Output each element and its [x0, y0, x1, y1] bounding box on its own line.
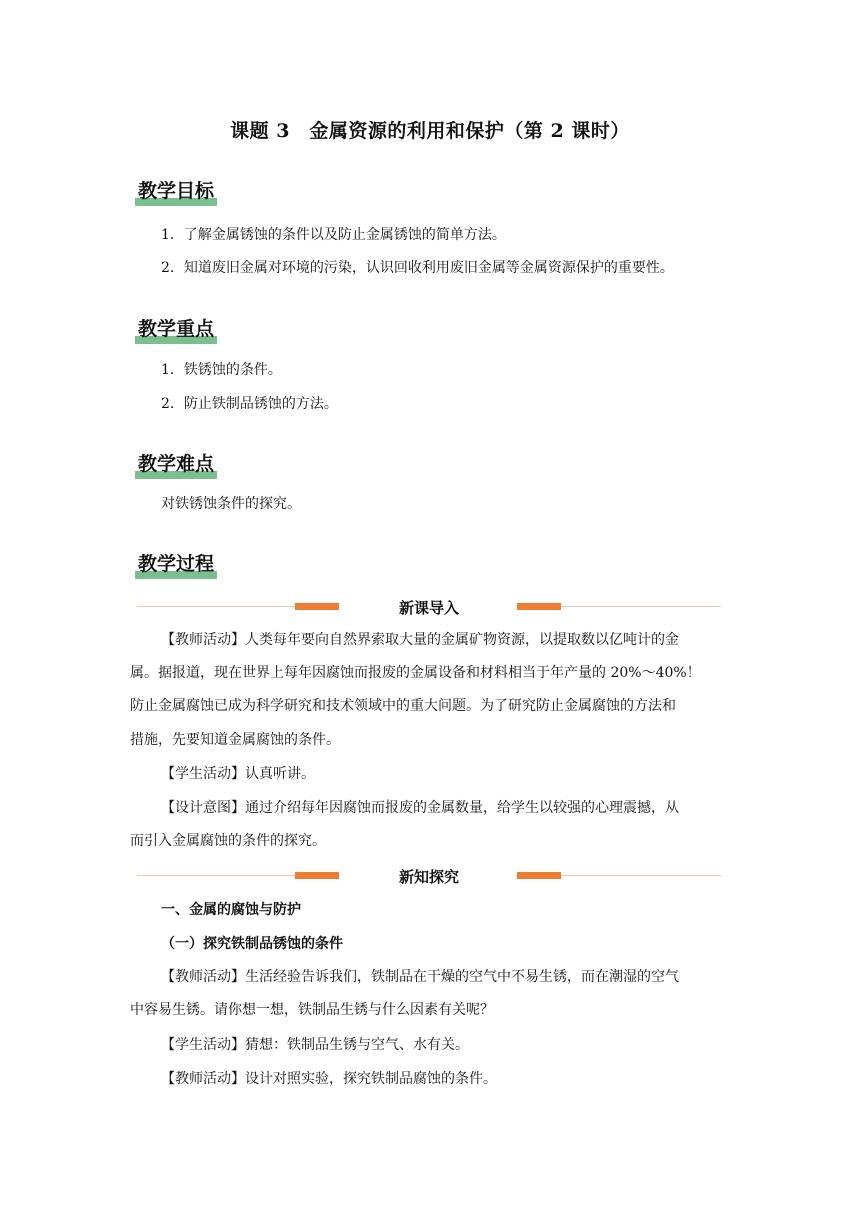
- section-divider-explore: [137, 866, 721, 886]
- paragraph-line: 【教师活动】人类每年要向自然界索取大量的金属矿物资源，以提取数以亿吨计的金: [161, 632, 679, 648]
- heading-process: 教学过程: [138, 549, 214, 576]
- key-point-item: 2．防止铁制品锈蚀的方法。: [161, 396, 338, 412]
- goal-item: 2．知道废旧金属对环境的污染，认识回收利用废旧金属等金属资源保护的重要性。: [161, 260, 674, 276]
- paragraph-line: 防止金属腐蚀已成为科学研究和技术领域中的重大问题。为了研究防止金属腐蚀的方法和: [130, 698, 676, 714]
- difficulty-text: 对铁锈蚀条件的探究。: [161, 496, 301, 512]
- goal-item: 1．了解金属锈蚀的条件以及防止金属锈蚀的简单方法。: [161, 227, 506, 243]
- paragraph-line: 属。据报道，现在世界上每年因腐蚀而报废的金属设备和材料相当于年产量的 20%～40%！: [130, 665, 701, 681]
- heading-difficulties: 教学难点: [138, 449, 214, 476]
- document-title: 课题 3 金属资源的利用和保护（第 2 课时）: [230, 120, 630, 142]
- paragraph-line: 【设计意图】通过介绍每年因腐蚀而报废的金属数量，给学生以较强的心理震撼，从: [161, 800, 679, 816]
- paragraph-line: 而引入金属腐蚀的条件的探究。: [130, 833, 326, 849]
- divider-label: 新知探究: [398, 868, 459, 886]
- paragraph-line: 措施，先要知道金属腐蚀的条件。: [130, 732, 340, 748]
- subheading-1: 一、金属的腐蚀与防护: [161, 902, 301, 918]
- section-divider-intro: [137, 597, 721, 617]
- divider-accent: [517, 872, 561, 879]
- subheading-2: （一）探究铁制品锈蚀的条件: [161, 936, 343, 952]
- heading-key-points: 教学重点: [138, 314, 214, 341]
- paragraph-line: 【教师活动】设计对照实验，探究铁制品腐蚀的条件。: [161, 1071, 497, 1087]
- divider-rule: [561, 606, 721, 607]
- key-point-item: 1．铁锈蚀的条件。: [161, 362, 282, 378]
- paragraph-line: 【学生活动】猜想：铁制品生锈与空气、水有关。: [161, 1037, 469, 1053]
- divider-accent: [517, 603, 561, 610]
- paragraph-line: 【学生活动】认真听讲。: [161, 766, 315, 782]
- divider-label: 新课导入: [398, 599, 459, 617]
- heading-goals: 教学目标: [138, 176, 214, 203]
- divider-rule: [561, 875, 721, 876]
- paragraph-line: 【教师活动】生活经验告诉我们，铁制品在干燥的空气中不易生锈，而在潮湿的空气: [161, 969, 679, 985]
- paragraph-line: 中容易生锈。请你想一想，铁制品生锈与什么因素有关呢？: [130, 1002, 494, 1018]
